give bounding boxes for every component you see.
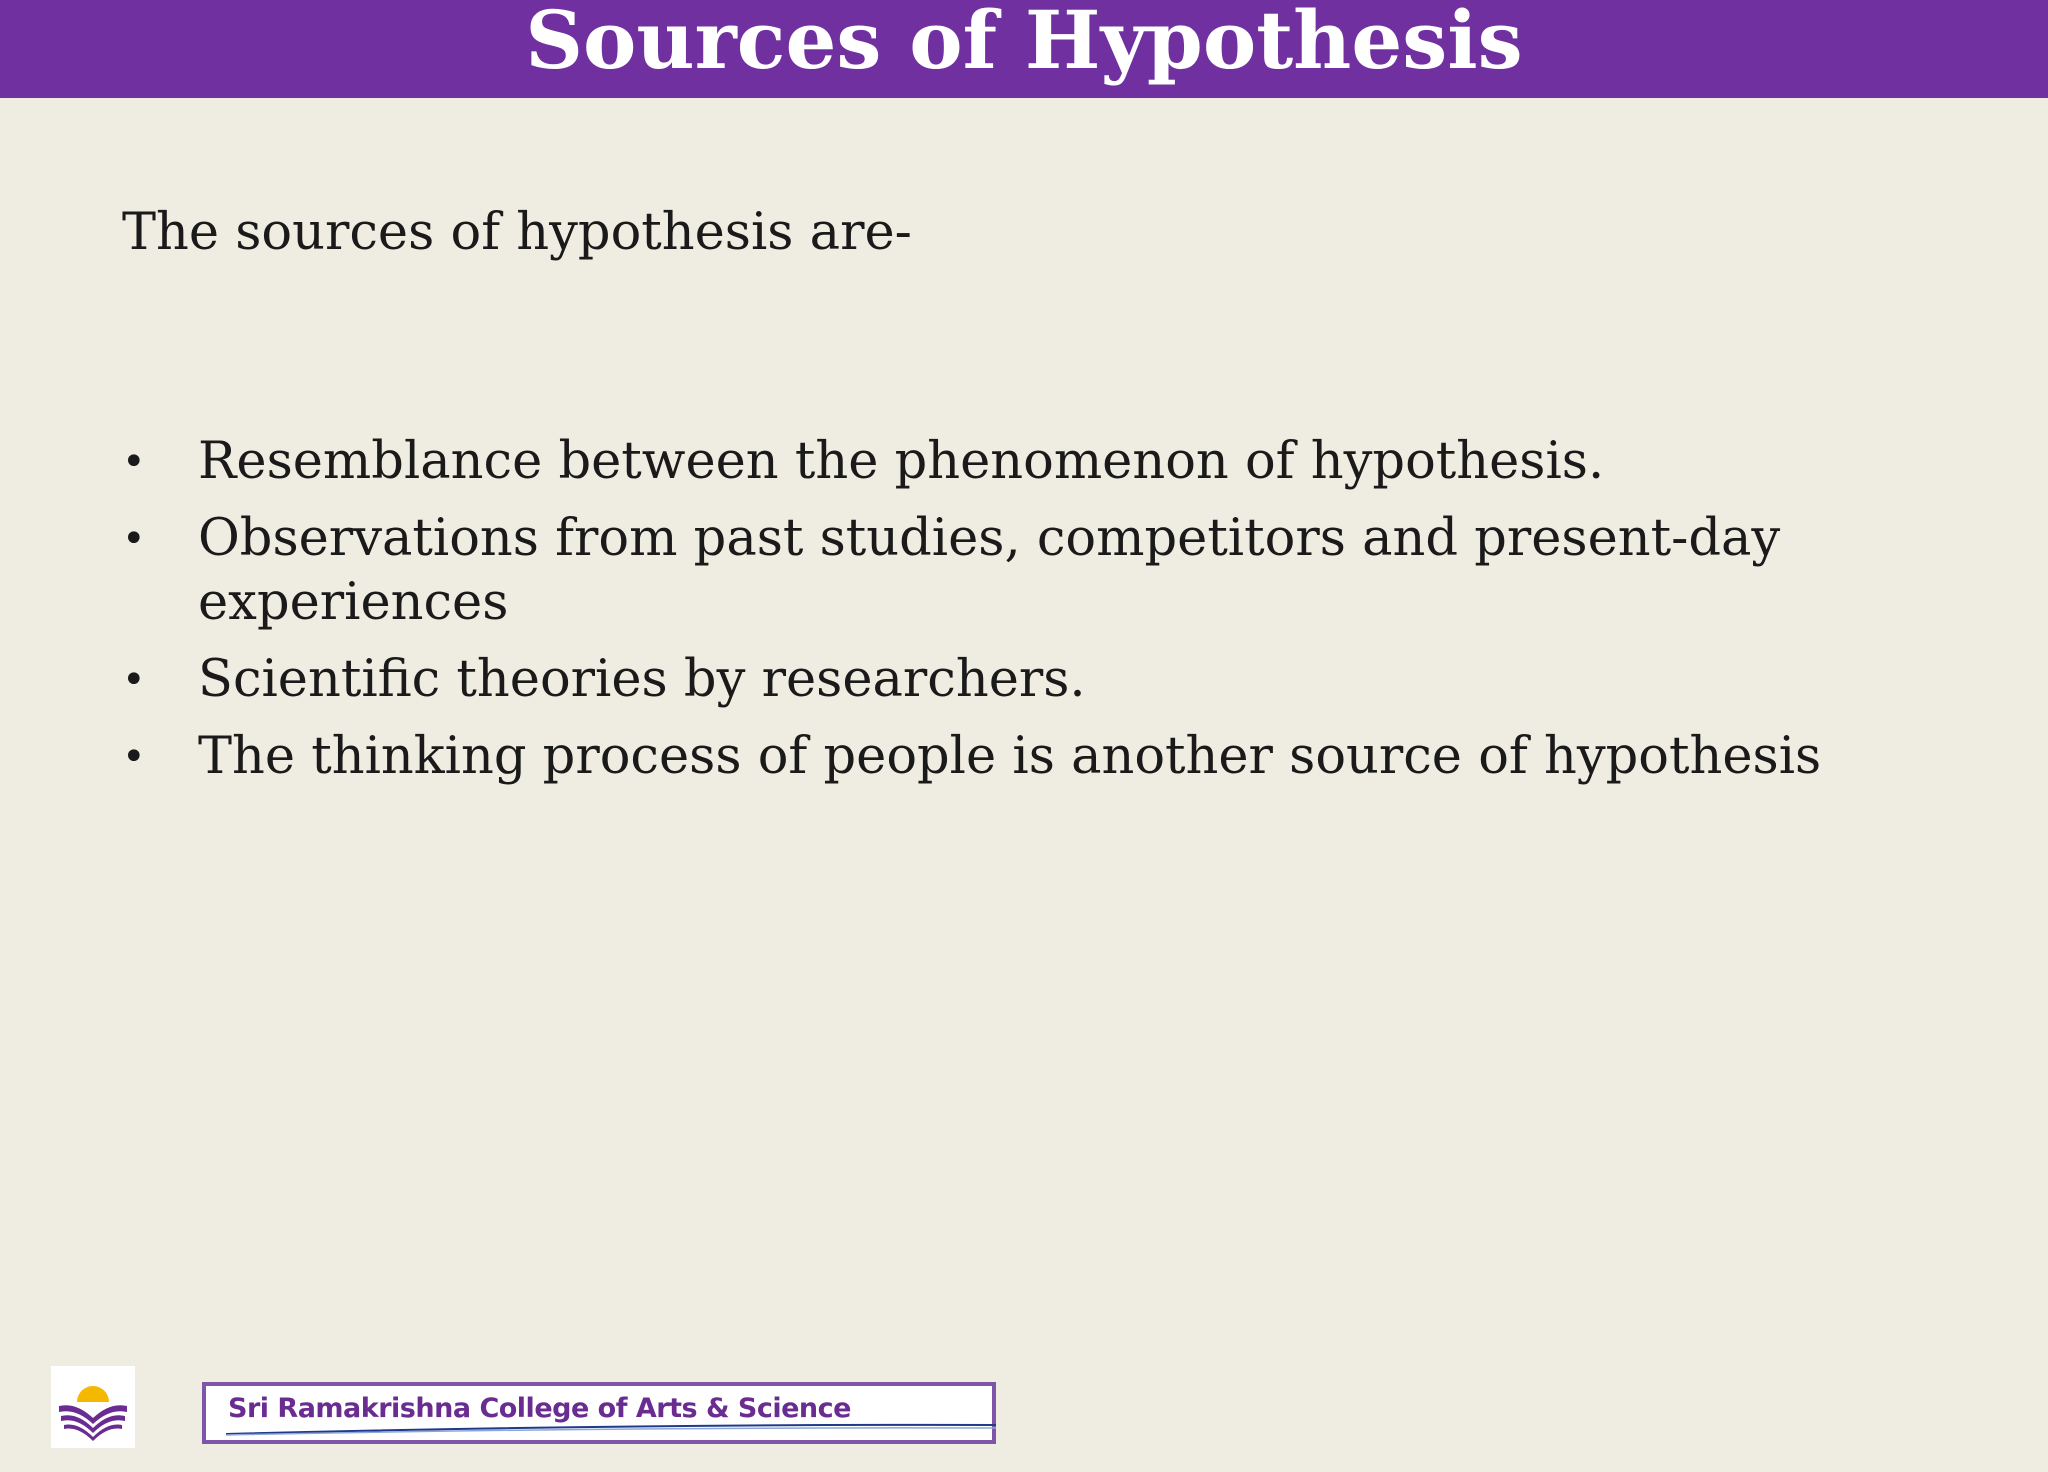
- bullet-text: The thinking process of people is another source of hypothesis: [198, 727, 1822, 786]
- bullet-text: Observations from past studies, competitors and present-day experiences: [198, 509, 1781, 632]
- college-name-banner: [202, 1382, 996, 1444]
- bullet-item: [0, 648, 1898, 712]
- bullet-text: Scientific theories by researchers.: [198, 650, 1086, 709]
- college-logo: [51, 1366, 135, 1448]
- title-bar: [0, 0, 2048, 98]
- college-name: Sri Ramakrishna College of Arts & Science: [228, 1393, 851, 1424]
- open-book-with-rising-sun-icon: [51, 1366, 135, 1448]
- bullet-item: [0, 725, 1898, 789]
- bullet-text: Resemblance between the phenomenon of hypothesis.: [198, 432, 1605, 491]
- intro-text: The sources of hypothesis are-: [122, 203, 912, 262]
- bullet-item: [0, 430, 1898, 494]
- bullet-dot: •: [122, 439, 146, 485]
- bullet-dot: •: [122, 657, 146, 703]
- banner-swoosh-decoration: [226, 1422, 996, 1436]
- bullet-item: [0, 507, 1898, 635]
- slide-title: Sources of Hypothesis: [525, 0, 1523, 87]
- bullet-dot: •: [122, 734, 146, 780]
- bullet-dot: •: [122, 516, 146, 562]
- bullet-list: [0, 430, 1980, 802]
